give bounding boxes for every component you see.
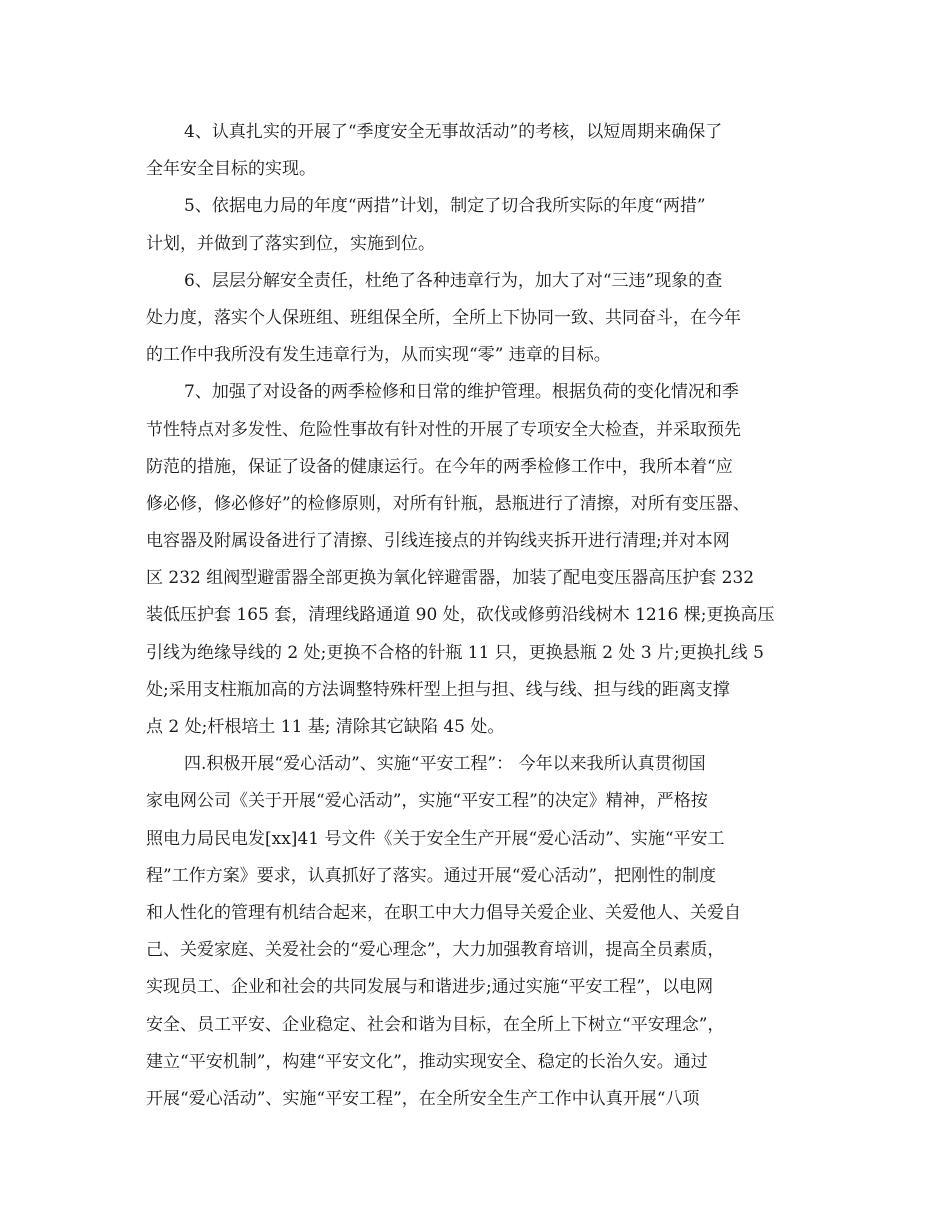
text-line: 电容器及附属设备进行了清擦、引线连接点的并钩线夹拆开进行清理;并对本网 bbox=[146, 531, 730, 552]
text-line: 点 2 处;杆根培土 11 基; 清除其它缺陷 45 处。 bbox=[146, 717, 505, 737]
text-line: 6、层层分解安全责任，杜绝了各种违章行为，加大了对“三违”现象的查 bbox=[184, 270, 723, 291]
text-line: 全年安全目标的实现。 bbox=[146, 159, 316, 180]
text-line: 5、依据电力局的年度“两措”计划，制定了切合我所实际的年度“两措” bbox=[184, 196, 706, 217]
text-line: 处力度，落实个人保班组、班组保全所，全所上下协同一致、共同奋斗，在今年 bbox=[146, 307, 741, 328]
text-line: 建立“平安机制”，构建“平安文化”，推动实现安全、稳定的长治久安。通过 bbox=[146, 1051, 708, 1072]
text-line: 7、加强了对设备的两季检修和日常的维护管理。根据负荷的变化情况和季 bbox=[184, 382, 739, 403]
text-line: 装低压护套 165 套，清理线路通道 90 处，砍伐或修剪沿线树木 1216 棵;更换高压 bbox=[146, 605, 775, 626]
text-line: 防范的措施，保证了设备的健康运行。在今年的两季检修工作中，我所本着“应 bbox=[146, 456, 733, 477]
text-line: 家电网公司《关于开展“爱心活动”，实施“平安工程”的决定》精神，严格按 bbox=[146, 791, 708, 812]
text-line: 的工作中我所没有发生违章行为，从而实现“零” 违章的目标。 bbox=[146, 345, 611, 366]
text-line: 开展“爱心活动”、实施“平安工程”，在全所安全生产工作中认真开展“八项 bbox=[146, 1088, 700, 1109]
text-line: 修必修，修必修好”的检修原则，对所有针瓶，悬瓶进行了清擦，对所有变压器、 bbox=[146, 493, 750, 514]
text-line: 实现员工、企业和社会的共同发展与和谐进步;通过实施“平安工程”，以电网 bbox=[146, 977, 714, 998]
text-line: 计划，并做到了落实到位，实施到位。 bbox=[146, 233, 435, 254]
text-line: 处;采用支柱瓶加高的方法调整特殊杆型上担与担、线与线、担与线的距离支撑 bbox=[146, 679, 730, 700]
text-line: 四.积极开展“爱心活动”、实施“平安工程”： 今年以来我所认真贯彻国 bbox=[184, 754, 706, 775]
text-line: 引线为绝缘导线的 2 处;更换不合格的针瓶 11 只，更换悬瓶 2 处 3 片;更换扎线 5 bbox=[146, 642, 764, 663]
text-line: 和人性化的管理有机结合起来，在职工中大力倡导关爱企业、关爱他人、关爱自 bbox=[146, 902, 741, 923]
text-line: 程”工作方案》要求，认真抓好了落实。通过开展“爱心活动”，把刚性的制度 bbox=[146, 865, 717, 886]
text-line: 节性特点对多发性、危险性事故有针对性的开展了专项安全大检查，并采取预先 bbox=[146, 419, 741, 440]
text-line: 照电力局民电发[xx]41 号文件《关于安全生产开展“爱心活动”、实施“平安工 bbox=[146, 828, 725, 849]
text-line: 区 232 组阀型避雷器全部更换为氧化锌避雷器，加装了配电变压器高压护套 232 bbox=[146, 568, 755, 589]
text-line: 4、认真扎实的开展了“季度安全无事故活动”的考核，以短周期来确保了 bbox=[184, 122, 723, 142]
text-line: 安全、员工平安、企业稳定、社会和谐为目标，在全所上下树立“平安理念”， bbox=[146, 1014, 725, 1035]
text-line: 己、关爱家庭、关爱社会的“爱心理念”，大力加强教育培训，提高全员素质， bbox=[146, 940, 725, 961]
document-body bbox=[146, 114, 806, 1118]
